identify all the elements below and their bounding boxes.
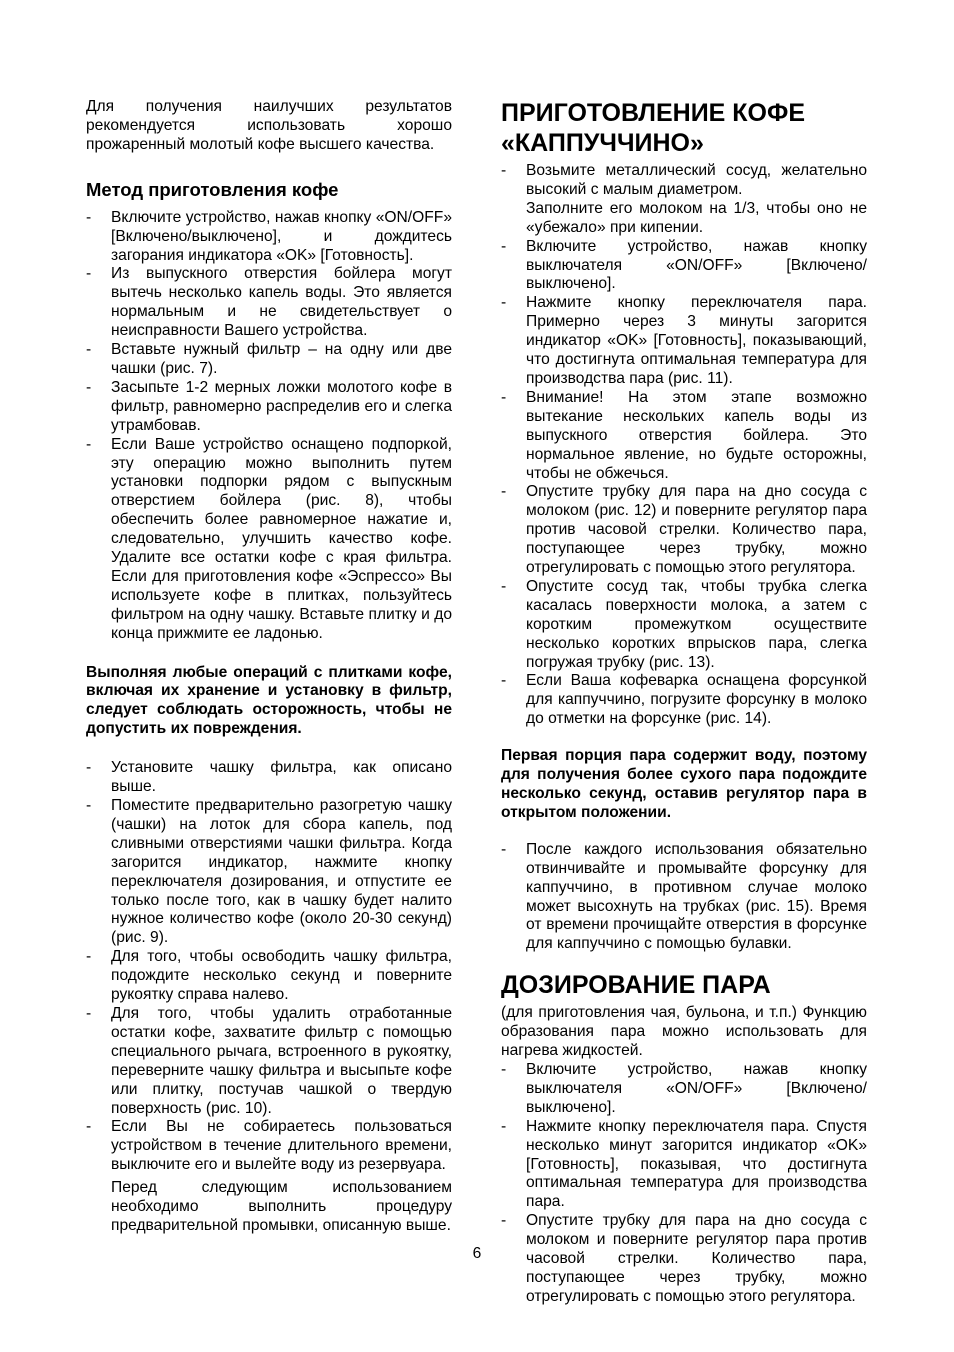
list-item-text: Опустите сосуд так, чтобы трубка слегка касалась поверхности молока, а затем с коротким промежутком осуществите несколько коротких впрысков пара, слегка погружая трубку (рис. 13). xyxy=(526,577,867,671)
bullet-dash: - xyxy=(86,265,92,283)
list-item xyxy=(86,759,452,797)
list-item-text: Внимание! На этом этапе возможно вытекание нескольких капель воды из выпускного отверстия бойлера. Это нормальное явление, но будьте осторожны, чтобы не обжечься. xyxy=(526,388,867,482)
list-item xyxy=(501,672,867,729)
left-column xyxy=(86,98,452,1236)
after-use-list xyxy=(501,841,867,954)
list-item xyxy=(86,948,452,1005)
list-item xyxy=(501,389,867,484)
bullet-dash: - xyxy=(501,672,507,690)
steam-heading: ДОЗИРОВАНИЕ ПАРА xyxy=(501,971,771,1000)
bullet-dash: - xyxy=(501,388,507,406)
list-item-continuation: Заполните его молоком на 1/3, чтобы оно не «убежало» при кипении. xyxy=(526,199,867,236)
list-item xyxy=(501,483,867,578)
list-item xyxy=(86,1118,452,1235)
list-item xyxy=(86,265,452,341)
note-paragraph: Первая порция пара содержит воду, поэтому для получения более сухого пара подождите несколько секунд, оставив регулятор пара в открытом положении. xyxy=(501,747,867,821)
list-item-text: Если Ваша кофеварка оснащена форсункой для каппуччино, погрузите форсунку в молоко до отметки на форсунке (рис. 14). xyxy=(526,672,867,728)
list-item-text: Включите устройство, нажав кнопку «ON/OFF» [Включено/выключено], и дождитесь загорания индикатора «OK» [Готовность]. xyxy=(111,208,452,264)
list-item xyxy=(501,238,867,295)
bullet-dash: - xyxy=(86,1118,92,1136)
bullet-dash: - xyxy=(86,378,92,396)
list-item xyxy=(86,379,452,436)
list-item xyxy=(86,797,452,948)
bullet-dash: - xyxy=(86,208,92,226)
cappuccino-list xyxy=(501,162,867,729)
bullet-dash: - xyxy=(501,840,507,858)
bullet-dash: - xyxy=(86,435,92,453)
list-item-text: Включите устройство, нажав кнопку выключателя «ON/OFF» [Включено/выключено]. xyxy=(526,237,867,293)
list-item-text: Если Вы не собираетесь пользоваться устройством в течение длительного времени, выключите его и вылейте воду из резервуара. xyxy=(111,1118,452,1174)
warning-paragraph: Выполняя любые операций с плитками кофе, включая их хранение и установку в фильтр, следует соблюдать осторожность, чтобы не допустить их повреждения. xyxy=(86,663,452,738)
list-item-text: Возьмите металлический сосуд, желательно высокий с малым диаметром. xyxy=(526,162,867,198)
bullet-dash: - xyxy=(501,1117,507,1135)
list-item-text: Вставьте нужный фильтр – на одну или две чашки (рис. 7). xyxy=(111,341,452,377)
list-item-text: Засыпьте 1-2 мерных ложки молотого кофе в фильтр, равномерно распределив его и слегка утрамбовав. xyxy=(111,378,452,434)
list-item-text: Включите устройство, нажав кнопку выключателя «ON/OFF» [Включено/выключено]. xyxy=(526,1060,867,1116)
list-item-text: Нажмите кнопку переключателя пара. Спустя несколько минут загорится индикатор «OK» [Готовность], показывая, что достигнута оптимальная температура для производства пара. xyxy=(526,1117,867,1211)
list-item-text: Если Ваше устройство оснащено подпоркой, эту операцию можно выполнить путем установки подпорки рядом с выпускным отверстием бойлера (рис. 8), чтобы обеспечить более равномерное нажатие и, следовательно, улучшить качество кофе. Удалите все остатки кофе с края фильтра. Если для приготовления кофе «Эспрессо» Вы используете кофе в плитках, пользуйтесь фильтром на одну чашку. Вставьте плитку и до конца прижмите ее ладонью. xyxy=(111,435,452,642)
bullet-dash: - xyxy=(86,1004,92,1022)
bullet-dash: - xyxy=(86,948,92,966)
bullet-dash: - xyxy=(86,759,92,777)
list-item xyxy=(501,1118,867,1213)
steps-list xyxy=(86,759,452,1236)
list-item xyxy=(501,578,867,673)
list-item xyxy=(86,341,452,379)
bullet-dash: - xyxy=(86,797,92,814)
list-item-text: Из выпускного отверстия бойлера могут вытечь несколько капель воды. Это является нормальным и не свидетельствует о неисправности Вашего устройства. xyxy=(111,265,452,340)
method-heading: Метод приготовления кофе xyxy=(86,178,339,200)
list-item xyxy=(86,436,452,644)
cappuccino-heading: ПРИГОТОВЛЕНИЕ КОФЕ «КАППУЧЧИНО» xyxy=(501,99,806,157)
list-item xyxy=(501,841,867,954)
bullet-dash: - xyxy=(501,1212,507,1230)
list-item-text: Установите чашку фильтра, как описано выше. xyxy=(111,759,452,796)
list-item xyxy=(501,162,867,238)
intro-paragraph: Для получения наилучших результатов рекомендуется использовать хорошо прожаренный молотый кофе высшего качества. xyxy=(86,98,452,153)
list-item-continuation: Перед следующим использованием необходимо выполнить процедуру предварительной промывки, описанную выше. xyxy=(111,1179,452,1234)
bullet-dash: - xyxy=(501,237,507,255)
bullet-dash: - xyxy=(86,341,92,359)
bullet-dash: - xyxy=(501,294,507,312)
list-item-text: Для того, чтобы удалить отработанные остатки кофе, захватите фильтр с помощью специального рычага, встроенного в рукоятку, переверните чашку фильтра и высыпьте кофе или плитку, постучав чашкой о твердую поверхность (рис. 10). xyxy=(111,1004,452,1117)
list-item xyxy=(86,1005,452,1118)
bullet-dash: - xyxy=(501,577,507,595)
list-item-text: Опустите трубку для пара на дно сосуда с молоком и поверните регулятор пара против часовой стрелки. Количество пара, поступающее через трубку, можно отрегулировать с помощью этого регулятора. xyxy=(526,1212,867,1305)
steam-intro: (для приготовления чая, бульона, и т.п.) Функцию образования пара можно использовать для нагрева жидкостей. xyxy=(501,1004,867,1060)
list-item-text: Опустите трубку для пара на дно сосуда с молоком (рис. 12) и поверните регулятор пара против часовой стрелки. Количество пара, поступающее через трубку, можно отрегулировать с помощью этого регулятора. xyxy=(526,483,867,577)
list-item xyxy=(501,294,867,389)
method-list xyxy=(86,209,452,644)
bullet-dash: - xyxy=(501,1060,507,1078)
steam-list xyxy=(501,1061,867,1307)
bullet-dash: - xyxy=(501,483,507,501)
list-item-text: Для того, чтобы освободить чашку фильтра, подождите несколько секунд и поверните рукоятку справа налево. xyxy=(111,948,452,1004)
list-item-text: Поместите предварительно разогретую чашку (чашки) на лоток для сбора капель, под сливными отверстиями чашки фильтра. Когда загорится индикатор, нажмите кнопку переключателя дозирования, и отпустите ее только после того, как в чашку будет налито нужное количество кофе (около 20-30 секунд) (рис. 9). xyxy=(111,797,452,947)
right-column xyxy=(501,98,867,1307)
list-item xyxy=(501,1061,867,1118)
bullet-dash: - xyxy=(501,162,507,179)
list-item-text: После каждого использования обязательно отвинчивайте и промывайте форсунку для каппуччино, в противном случае молоко может высохнуть на трубках (рис. 15). Время от времени прочищайте отверстия в форсунке для каппуччино с помощью булавки. xyxy=(526,840,867,953)
list-item-text: Нажмите кнопку переключателя пара. Примерно через 3 минуты загорится индикатор «OK» [Готовность], показывающий, что достигнута оптимальная температура для производства пара (рис. 11). xyxy=(526,294,867,387)
page-number: 6 xyxy=(472,1245,482,1262)
list-item xyxy=(86,209,452,266)
